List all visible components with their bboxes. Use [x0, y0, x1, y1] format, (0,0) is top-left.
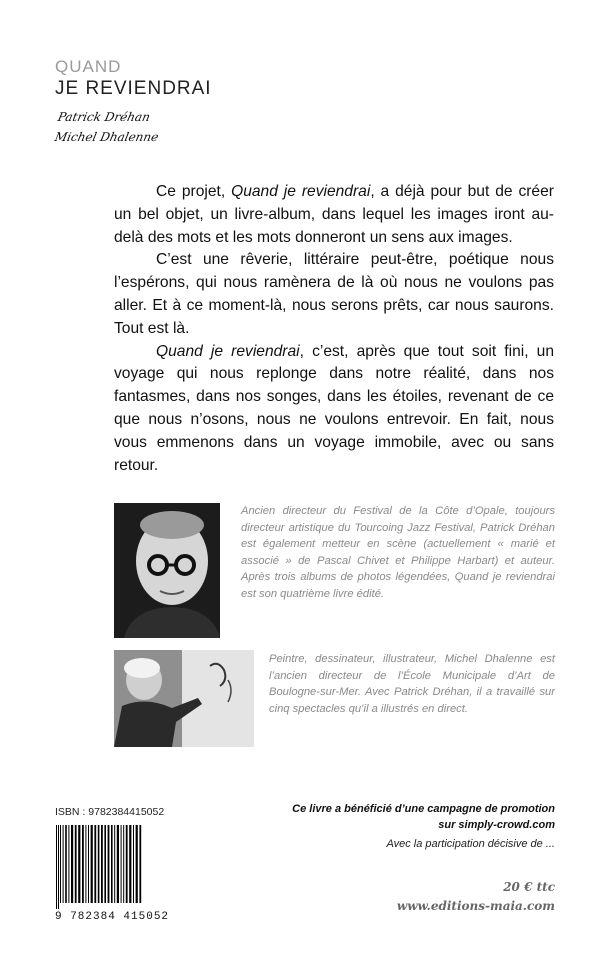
promotion-line-2: sur simply-crowd.com — [438, 819, 555, 831]
isbn-label: ISBN : 9782384415052 — [55, 806, 165, 818]
barcode-number: 9 782384 415052 — [55, 911, 170, 923]
barcode-bar — [121, 825, 122, 903]
barcode-bar — [123, 825, 124, 903]
barcode-bar — [129, 825, 131, 903]
barcode-bar — [104, 825, 106, 903]
barcode-bar — [88, 825, 89, 903]
synopsis-paragraph-2: C’est une rêverie, littéraire peut-être, poétique nous l’espérons, qui nous ramènera de là où nous ne voulons pas aller. Et à ce moment-là, nous serons prêts, car nous saurons. Tout est là. — [114, 251, 554, 337]
barcode-bar — [71, 825, 73, 903]
title-line-1: QUAND — [55, 57, 122, 76]
synopsis-paragraph-1: Ce projet, Quand je reviendrai, a déjà pour but de créer un bel objet, un livre-album, dans lequel les images iront au-delà des mots et les mots donneront un sens aux images. — [114, 183, 554, 246]
barcode — [55, 825, 175, 909]
author-photo-michel — [114, 650, 254, 747]
barcode-bar — [82, 825, 84, 903]
barcode-bar — [60, 825, 61, 903]
author-photo-patrick — [114, 503, 220, 638]
barcode-bar — [139, 825, 141, 903]
barcode-bar — [68, 825, 69, 903]
barcode-bar — [91, 825, 93, 903]
barcode-bar — [98, 825, 100, 903]
barcode-bar — [94, 825, 96, 903]
participation-note: Avec la participation décisive de ... — [386, 838, 555, 850]
price: 20 € ttc — [503, 880, 555, 894]
barcode-bar — [108, 825, 110, 903]
barcode-bar — [75, 825, 77, 903]
author-signature-patrick: Patrick Dréhan — [56, 110, 152, 124]
barcode-bar — [126, 825, 128, 903]
barcode-bar — [117, 825, 119, 903]
synopsis-paragraph-3: Quand je reviendrai, c’est, après que tout soit fini, un voyage qui nous replonge dans notre réalité, dans nos fantasmes, dans nos songes, dans les étoiles, revenant de ce que nous n’osons, nous ne voulons entrevoir. En fait, nous vous emmenons dans un voyage immobile, avec ou sans retour. — [114, 342, 554, 474]
barcode-bar — [133, 825, 134, 903]
barcode-bar — [85, 825, 86, 903]
promotion-line-1: Ce livre a bénéficié d’une campagne de promotion — [292, 803, 555, 815]
title-line-2: JE REVIENDRAI — [55, 78, 212, 99]
bio-michel: Peintre, dessinateur, illustrateur, Michel Dhalenne est l’ancien directeur de l’École Municipale d’Art de Boulogne-sur-Mer. Avec Patrick Dréhan, il a travaillé sur cinq spectacles qu’il a illustrés en direct. — [269, 653, 555, 715]
publisher-website: www.editions-maia.com — [396, 899, 555, 913]
promotion-notice — [292, 801, 555, 833]
barcode-bar — [101, 825, 103, 903]
barcode-bar — [65, 825, 67, 903]
barcode-bar — [56, 825, 57, 909]
barcode-bar — [58, 825, 59, 909]
barcode-bar — [78, 825, 80, 903]
barcode-bar — [136, 825, 138, 903]
author-signature-michel: Michel Dhalenne — [53, 130, 160, 144]
bio-patrick: Ancien directeur du Festival de la Côte d’Opale, toujours directeur artistique du Tourcoing Jazz Festival, Patrick Dréhan est également metteur en scène (actuellement « marié et associé » de Pascal Chivet et Philippe Harbart) et auteur. Après trois albums de photos légendées, Quand je reviendrai est son quatrième livre édité. — [241, 505, 555, 600]
barcode-bar — [111, 825, 113, 903]
barcode-bar — [63, 825, 64, 903]
barcode-bar — [114, 825, 115, 903]
synopsis — [114, 181, 554, 477]
